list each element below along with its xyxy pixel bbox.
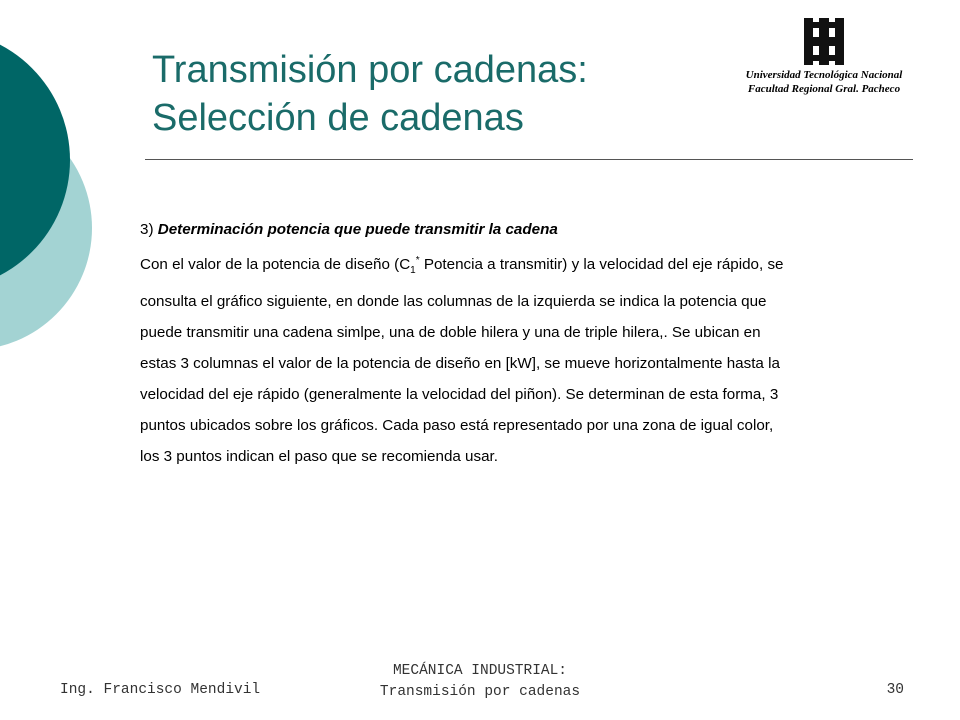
university-logo <box>734 18 914 100</box>
slide-body <box>140 214 910 472</box>
title-line-1: Transmisión por cadenas: <box>152 49 588 91</box>
decorative-circles <box>0 0 100 380</box>
body-line-2: consulta el gráfico siguiente, en donde las columnas de la izquierda se indica la potencia que <box>140 293 767 311</box>
footer-course-line-2: Transmisión por cadenas <box>379 684 581 700</box>
body-line-4: estas 3 columnas el valor de la potencia de diseño en [kW], se mueve horizontalmente hasta la <box>140 355 780 373</box>
body-line-6: puntos ubicados sobre los gráficos. Cada paso está representado por una zona de igual color, <box>140 417 774 435</box>
title-divider <box>145 159 913 160</box>
section-heading-text: Determinación potencia que puede transmitir la cadena <box>157 221 558 238</box>
body-line-3: puede transmitir una cadena simlpe, una de doble hilera y una de triple hilera,. Se ubican en <box>140 324 761 342</box>
section-heading <box>140 214 910 245</box>
slide-title <box>152 46 712 142</box>
utn-logo-icon <box>734 18 914 68</box>
title-line-2: Selección de cadenas <box>152 97 524 139</box>
body-line-1-start: Con el valor de la potencia de diseño (C <box>140 256 411 274</box>
body-line-1-end: Potencia a transmitir) y la velocidad del eje rápido, se <box>419 256 784 274</box>
section-number: 3) <box>140 221 154 238</box>
footer-course-line-1: MECÁNICA INDUSTRIAL: <box>392 663 568 679</box>
superscript-star: * <box>415 255 420 266</box>
slide-footer <box>0 661 960 705</box>
subscript-1: 1 <box>410 265 416 277</box>
footer-course <box>0 661 960 703</box>
logo-university-name: Universidad Tecnológica Nacional <box>745 69 903 81</box>
body-line-1 <box>140 245 910 286</box>
footer-author: Ing. Francisco Mendivil <box>60 682 261 698</box>
body-line-5: velocidad del eje rápido (generalmente la velocidad del piñon). Se determinan de esta forma, 3 <box>140 386 779 404</box>
body-line-7: los 3 puntos indican el paso que se recomienda usar. <box>140 448 498 466</box>
footer-page-number: 30 <box>886 682 904 698</box>
logo-text <box>734 68 914 96</box>
logo-faculty-name: Facultad Regional Gral. Pacheco <box>747 83 901 95</box>
